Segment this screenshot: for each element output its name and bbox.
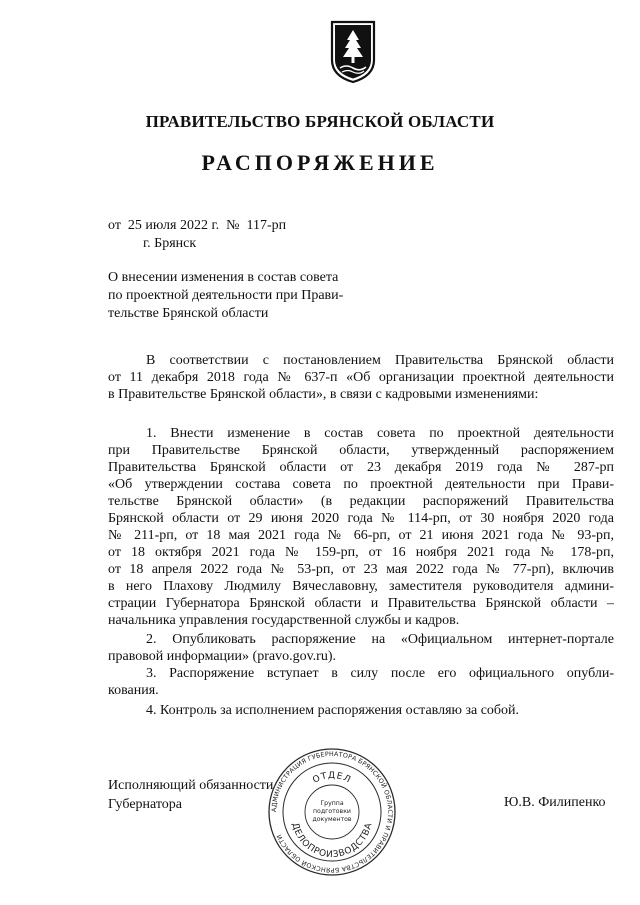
office-stamp — [267, 747, 397, 877]
paragraph-line: В соответствии с постановлением Правительства Брянской области — [146, 353, 614, 368]
stamp-ring-text: АДМИНИСТРАЦИЯ ГУБЕРНАТОРА БРЯНСКОЙ ОБЛАСТИ И ПРАВИТЕЛЬСТВА БРЯНСКОЙ ОБЛАСТИ — [270, 750, 394, 874]
paragraph-line: страции Губернатора Брянской области и Правительства Брянской области – — [108, 596, 614, 611]
document-subject — [108, 269, 378, 323]
paragraph-line: в него Плахову Людмилу Вячеславовну, заместителя руководителя админи- — [108, 579, 614, 594]
stamp-center-line: подготовки — [313, 808, 351, 815]
signer-name: Ю.В. Филипенко — [504, 795, 606, 810]
paragraph-line: правовой информации» (pravo.gov.ru). — [108, 649, 336, 664]
paragraph-line: 2. Опубликовать распоряжение на «Официальном интернет-портале — [146, 632, 614, 647]
paragraph-line: Брянской области от 29 июня 2020 года № 114-рп, от 30 ноября 2020 года — [108, 511, 614, 526]
subject-line: по проектной деятельности при Прави- — [108, 288, 344, 303]
organization-name: ПРАВИТЕЛЬСТВО БРЯНСКОЙ ОБЛАСТИ — [145, 112, 495, 131]
paragraph-line: Правительства Брянской области от 23 декабря 2019 года № 287-рп — [108, 460, 614, 475]
paragraph-line: № 211-рп, от 18 мая 2021 года № 66-рп, от 21 июня 2021 года № 93-рп, — [108, 528, 614, 543]
paragraph-line: тельстве Брянской области» (в редакции распоряжений Правительства — [108, 494, 614, 509]
stamp-dept-bottom: ДЕЛОПРОИЗВОДСТВА — [289, 821, 375, 861]
svg-text:ОТДЕЛ — [311, 771, 352, 786]
stamp-center-line: Группа — [320, 800, 344, 807]
paragraph-line: «Об утверждении состава совета по проектной деятельности при Прави- — [108, 477, 614, 492]
item-1-paragraph — [108, 425, 614, 629]
paragraph-line: от 11 декабря 2018 года № 637-п «Об организации проектной деятельности — [108, 370, 614, 385]
document-date-number: от 25 июля 2022 г. № 117-рп — [108, 218, 287, 233]
paragraph-line: 3. Распоряжение вступает в силу после его официального опубли- — [146, 666, 614, 681]
svg-text:ДЕЛОПРОИЗВОДСТВА — [289, 822, 374, 861]
paragraph-line: 1. Внести изменение в состав совета по проектной деятельности — [146, 426, 614, 441]
stamp-center-line: документов — [312, 816, 352, 823]
paragraph-line: начальника управления государственной службы и кадров. — [108, 613, 460, 628]
signer-position-line: Исполняющий обязанности — [108, 778, 274, 793]
subject-line: тельстве Брянской области — [108, 306, 269, 321]
document-type-title: РАСПОРЯЖЕНИЕ — [201, 150, 439, 175]
bryansk-coat-of-arms-icon — [330, 20, 376, 84]
preamble-paragraph — [108, 352, 614, 403]
paragraph-line: при Правительстве Брянской области, утвержденный распоряжением — [108, 443, 614, 458]
paragraph-line: в Правительстве Брянской области», в связи с кадровыми изменениями: — [108, 387, 539, 402]
paragraph-line: от 18 октября 2021 года № 159-рп, от 16 ноября 2021 года № 178-рп, — [108, 545, 614, 560]
signer-position-line: Губернатора — [108, 797, 183, 812]
paragraph-line: 4. Контроль за исполнением распоряжения оставляю за собой. — [146, 703, 520, 718]
stamp-dept-top: ОТДЕЛ — [311, 770, 353, 786]
subject-line: О внесении изменения в состав совета — [108, 270, 339, 285]
item-4-paragraph — [108, 702, 614, 719]
item-2-paragraph — [108, 631, 614, 665]
paragraph-line: кования. — [108, 683, 159, 698]
document-city: г. Брянск — [143, 236, 197, 251]
signer-position — [108, 776, 273, 814]
paragraph-line: от 18 апреля 2022 года № 53-рп, от 23 мая 2022 года № 77-рп), включив — [108, 562, 614, 577]
item-3-paragraph — [108, 665, 614, 699]
